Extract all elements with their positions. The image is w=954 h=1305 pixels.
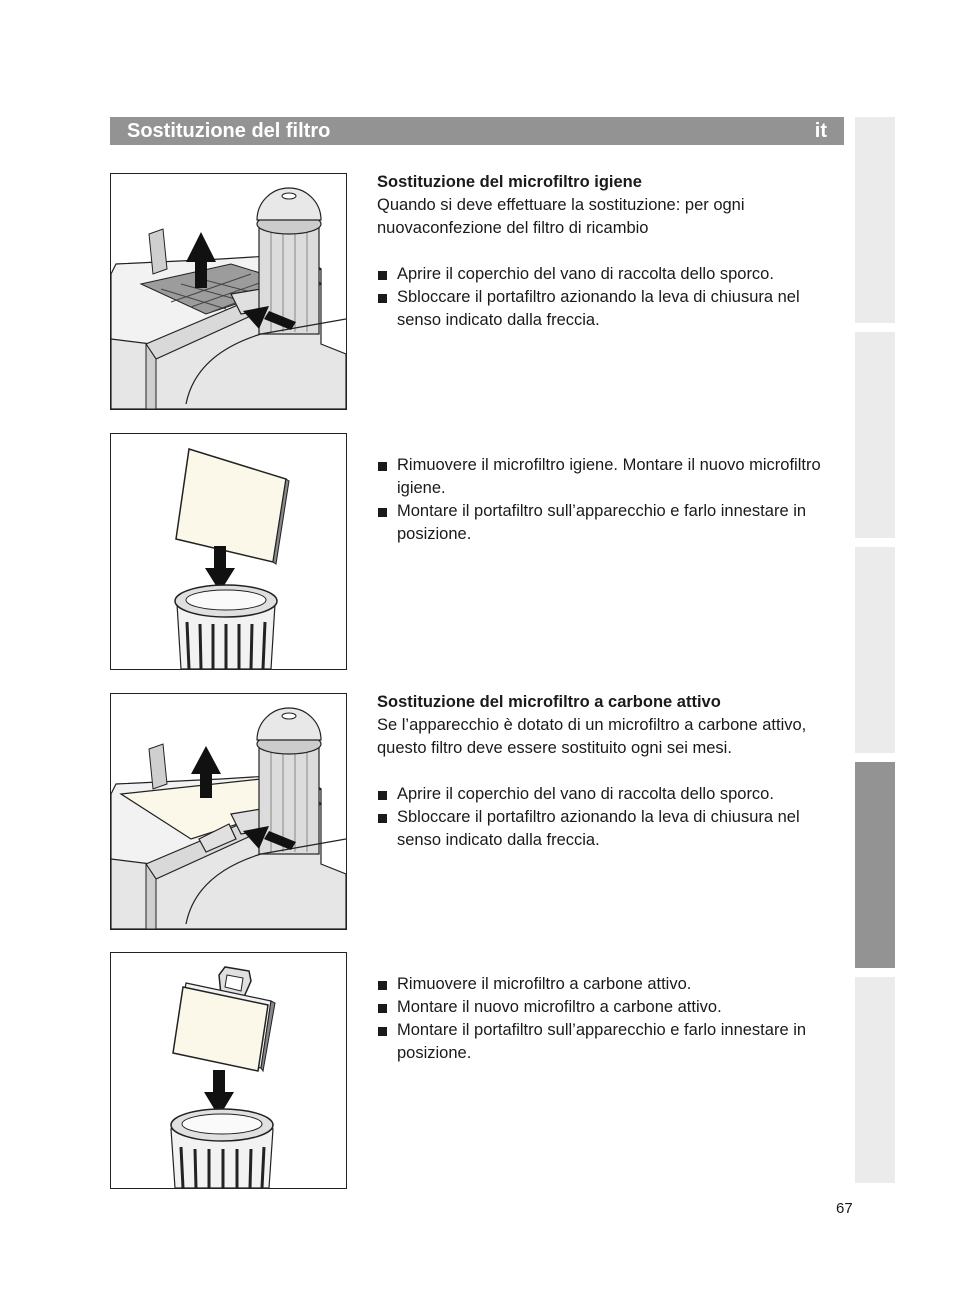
section-carbon-filter-intro: [377, 691, 847, 852]
section-hygiene-filter-replace: [377, 454, 847, 546]
list-item-text: Sbloccare il portafiltro azionando la leva di chiusura nel senso indicato dalla freccia.: [397, 808, 800, 849]
bullet-square-icon: [378, 271, 387, 280]
list-item: [377, 263, 847, 286]
section-header-bar: [110, 117, 844, 145]
section-heading: Sostituzione del microfiltro igiene: [377, 173, 642, 191]
illustration-hygiene-filter-dispose: [110, 433, 347, 670]
bullet-square-icon: [378, 1027, 387, 1036]
section-heading: Sostituzione del microfiltro a carbone attivo: [377, 693, 721, 711]
instruction-list: [377, 973, 847, 1065]
list-item-text: Montare il portafiltro sull’apparecchio e farlo innestare in posizione.: [397, 502, 807, 543]
section-intro: Se l’apparecchio è dotato di un microfiltro a carbone attivo, questo filtro deve essere sostituito ogni sei mesi.: [377, 716, 807, 757]
list-item: [377, 806, 847, 852]
list-item: [377, 783, 847, 806]
side-tab-3: [855, 547, 895, 753]
bullet-square-icon: [378, 508, 387, 517]
list-item: [377, 286, 847, 332]
section-intro: Quando si deve effettuare la sostituzione: per ogni nuovaconfezione del filtro di ricambio: [377, 196, 745, 237]
side-tab-5: [855, 977, 895, 1183]
section-carbon-filter-replace: [377, 973, 847, 1065]
list-item-text: Sbloccare il portafiltro azionando la leva di chiusura nel senso indicato dalla freccia.: [397, 288, 800, 329]
page-title: Sostituzione del filtro: [127, 120, 331, 142]
page-number: 67: [836, 1200, 853, 1217]
bullet-square-icon: [378, 462, 387, 471]
list-item-text: Aprire il coperchio del vano di raccolta dello sporco.: [397, 785, 774, 803]
bullet-square-icon: [378, 981, 387, 990]
list-item-text: Rimuovere il microfiltro igiene. Montare il nuovo microfiltro igiene.: [397, 456, 821, 497]
list-item-text: Rimuovere il microfiltro a carbone attivo.: [397, 975, 692, 993]
bullet-square-icon: [378, 791, 387, 800]
list-item: [377, 454, 847, 500]
list-item: [377, 996, 847, 1019]
list-item: [377, 973, 847, 996]
side-tab-2: [855, 332, 895, 538]
bullet-square-icon: [378, 294, 387, 303]
list-item-text: Montare il portafiltro sull’apparecchio e farlo innestare in posizione.: [397, 1021, 807, 1062]
instruction-list: [377, 454, 847, 546]
list-item: [377, 1019, 847, 1065]
section-hygiene-filter-intro: [377, 171, 847, 332]
list-item: [377, 500, 847, 546]
side-tab-4-active: [855, 762, 895, 968]
list-item-text: Montare il nuovo microfiltro a carbone attivo.: [397, 998, 722, 1016]
bullet-square-icon: [378, 1004, 387, 1013]
instruction-list: [377, 783, 847, 852]
side-tab-1: [855, 117, 895, 323]
instruction-list: [377, 263, 847, 332]
bullet-square-icon: [378, 814, 387, 823]
list-item-text: Aprire il coperchio del vano di raccolta dello sporco.: [397, 265, 774, 283]
language-code: it: [814, 120, 827, 142]
illustration-carbon-filter-unlock: [110, 693, 347, 930]
illustration-hygiene-filter-unlock: [110, 173, 347, 410]
illustration-carbon-filter-dispose: [110, 952, 347, 1189]
